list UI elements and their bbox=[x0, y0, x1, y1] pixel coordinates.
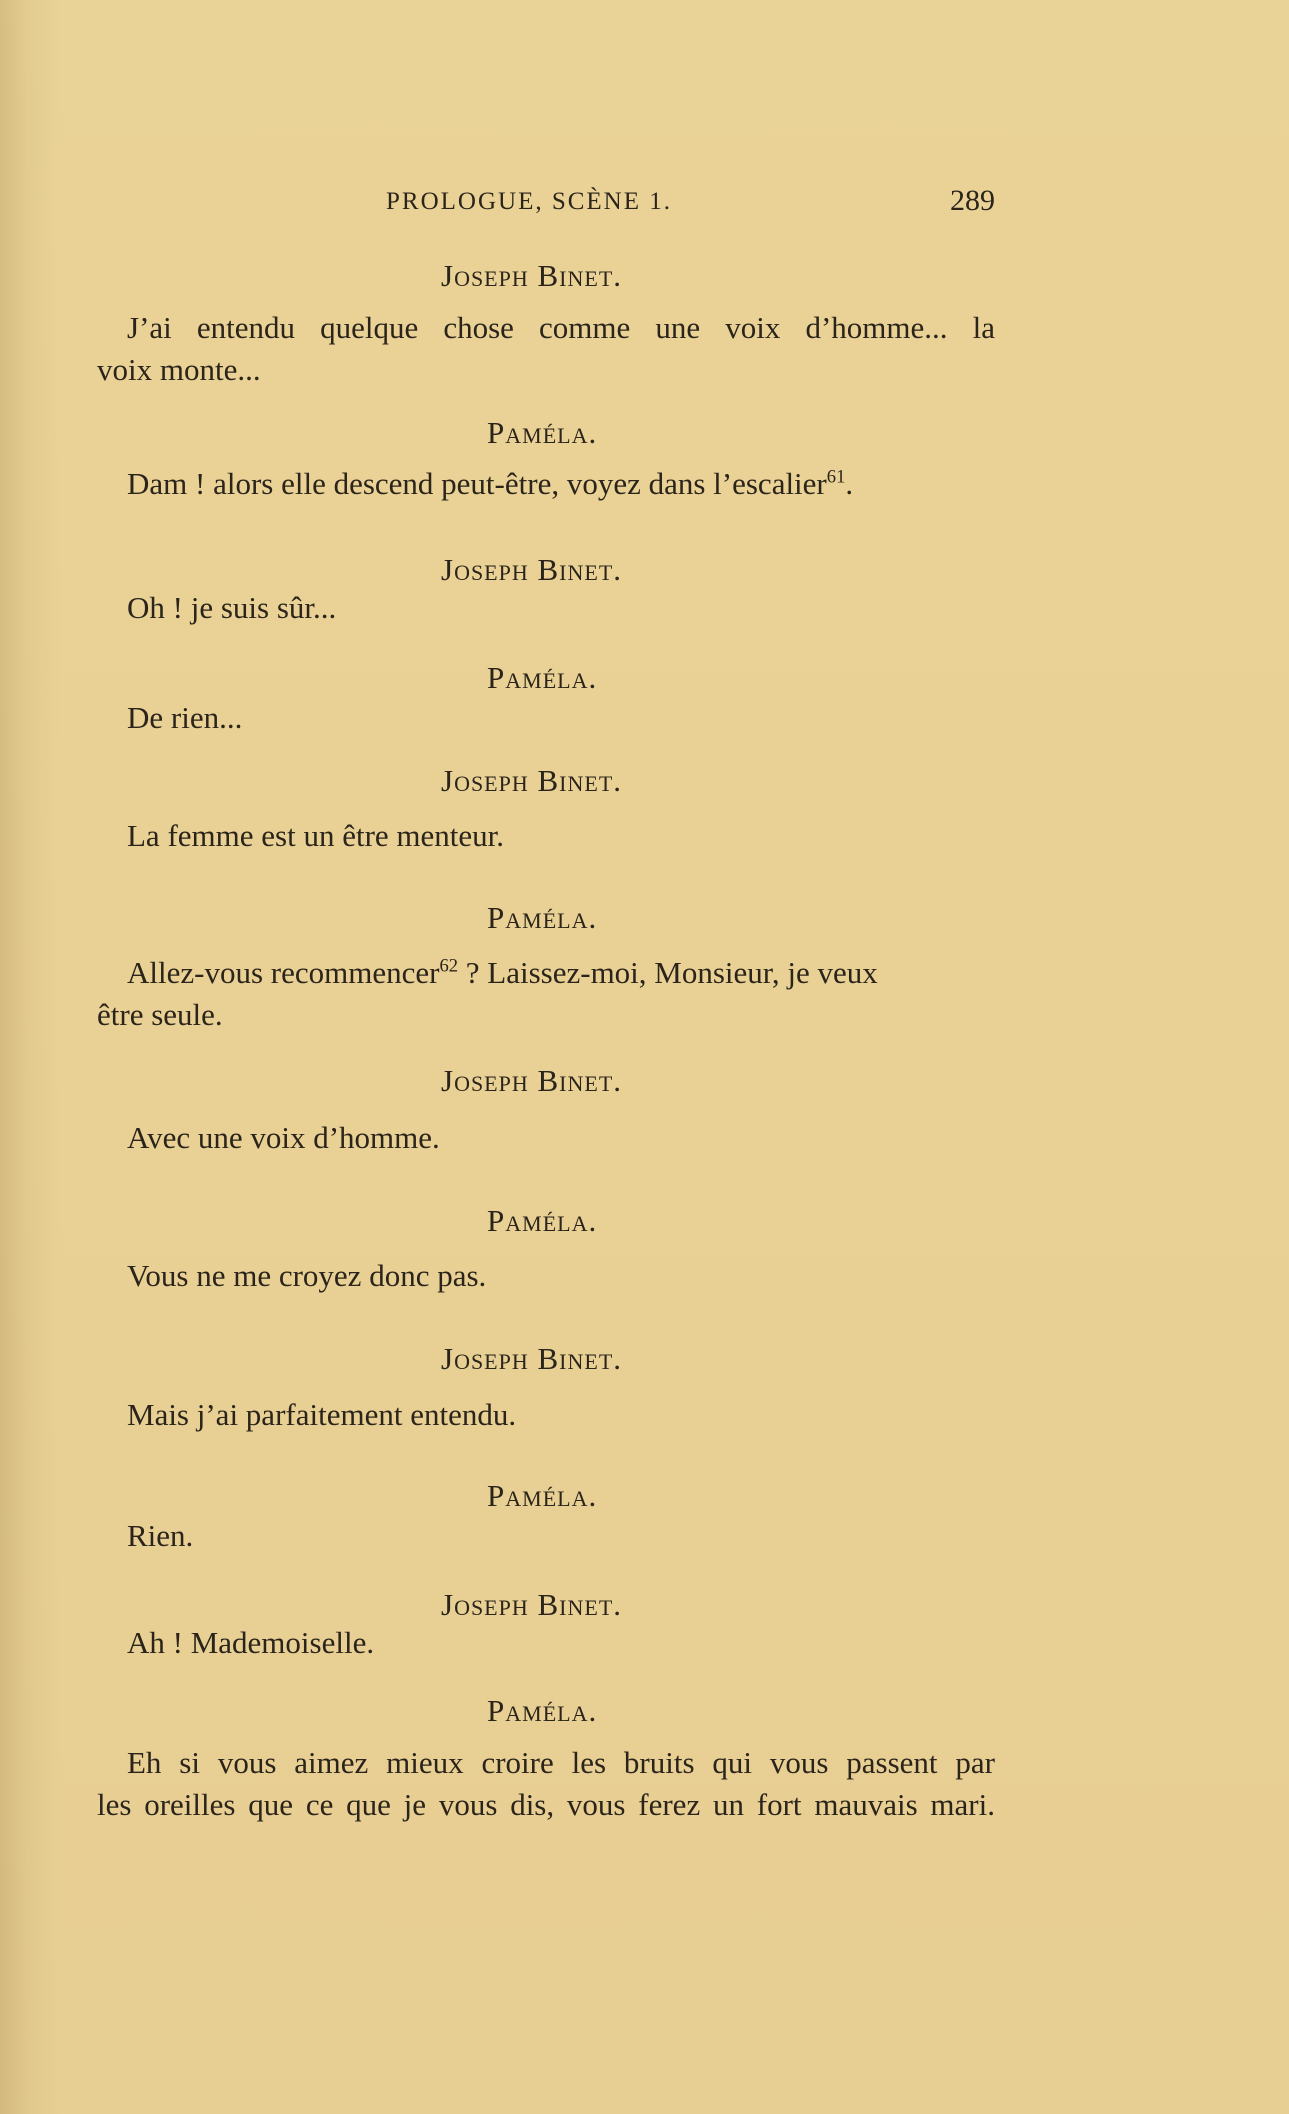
speaker-name: Joseph Binet. bbox=[441, 1341, 623, 1376]
speaker-name: Joseph Binet. bbox=[441, 258, 623, 293]
footnote-ref: 62 bbox=[439, 955, 459, 977]
running-header: PROLOGUE, SCÈNE 1. bbox=[386, 188, 673, 215]
speaker-name: Paméla. bbox=[487, 900, 598, 935]
dialogue-line: les oreilles que ce que je vous dis, vous ferez un fort mauvais mari. bbox=[97, 1787, 995, 1822]
dialogue-line: Dam ! alors elle descend peut-être, voyez dans l’escalier$^{61}$. bbox=[127, 466, 854, 501]
speaker-name: Paméla. bbox=[487, 660, 598, 695]
dialogue-line: être seule. bbox=[97, 997, 223, 1032]
dialogue-line: Vous ne me croyez donc pas. bbox=[127, 1258, 487, 1293]
speaker-name: Paméla. bbox=[487, 1203, 598, 1238]
dialogue-line: Ah ! Mademoiselle. bbox=[127, 1625, 375, 1660]
speaker-name: Paméla. bbox=[487, 1693, 598, 1728]
speaker-name: Paméla. bbox=[487, 415, 598, 450]
dialogue-line: Oh ! je suis sûr... bbox=[127, 590, 337, 625]
dialogue-line: La femme est un être menteur. bbox=[127, 818, 505, 853]
speaker-name: Joseph Binet. bbox=[441, 1063, 623, 1098]
speaker-name: Joseph Binet. bbox=[441, 763, 623, 798]
page-number: 289 bbox=[950, 184, 995, 217]
dialogue-line: voix monte... bbox=[97, 352, 261, 387]
dialogue-line: De rien... bbox=[127, 700, 243, 735]
footnote-ref: 61 bbox=[826, 466, 846, 488]
speaker-name: Joseph Binet. bbox=[441, 1587, 623, 1622]
dialogue-line: Eh si vous aimez mieux croire les bruits qui vous passent par bbox=[127, 1745, 995, 1780]
speaker-name: Paméla. bbox=[487, 1478, 598, 1513]
dialogue-line: Avec une voix d’homme. bbox=[127, 1120, 440, 1155]
speaker-name: Joseph Binet. bbox=[441, 552, 623, 587]
dialogue-line: Allez-vous recommencer$^{62}$ ? Laissez-moi, Monsieur, je veux bbox=[127, 955, 878, 990]
dialogue-line: J’ai entendu quelque chose comme une voix d’homme... la bbox=[127, 310, 995, 345]
dialogue-line: Rien. bbox=[127, 1518, 194, 1553]
dialogue-line: Mais j’ai parfaitement entendu. bbox=[127, 1397, 517, 1432]
